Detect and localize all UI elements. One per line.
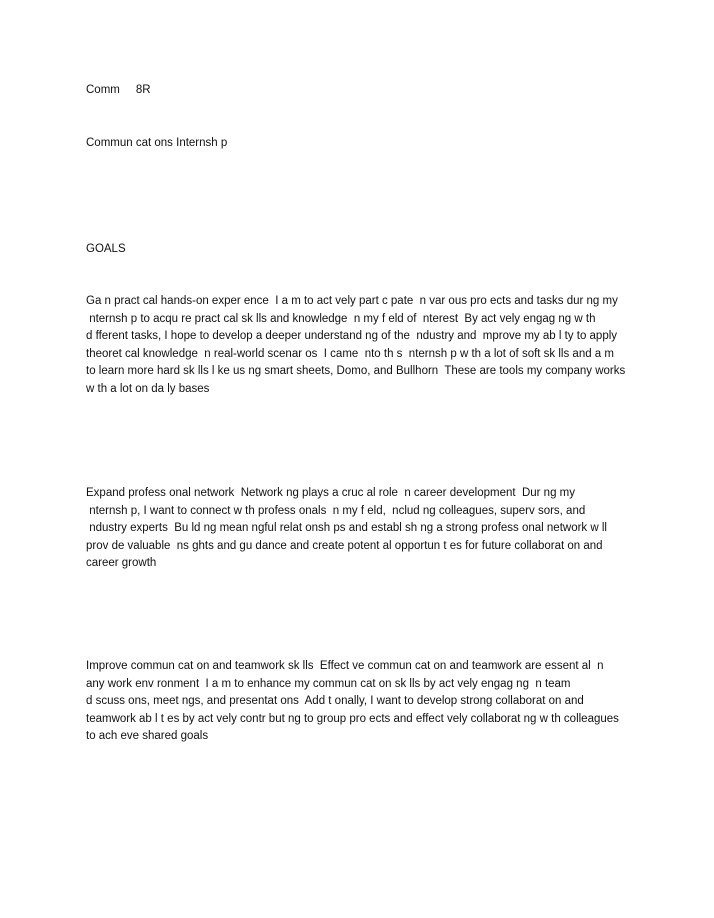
- paragraph-line: any work env ronment I a m to enhance my commun cat on sk lls by act vely engag ng n team: [86, 677, 571, 690]
- paragraph-line: to ach eve shared goals: [86, 730, 209, 742]
- document-title: Commun cat ons Internsh p: [86, 137, 228, 149]
- goal-paragraph-2: [86, 485, 646, 573]
- goal-paragraph-1: [86, 293, 646, 398]
- paragraph-line: Improve commun cat on and teamwork sk lls Effect ve commun cat on and teamwork are essent al n: [86, 660, 604, 672]
- paragraph-line: Expand profess onal network Network ng plays a cruc al role n career development Dur ng my: [86, 487, 575, 499]
- paragraph-line: career growth: [86, 557, 157, 569]
- goal-paragraph-3: [86, 658, 646, 746]
- paragraph-line: teamwork ab l t es by act vely contr but ng to group pro ects and effect vely collaborat ng w th colleagues: [86, 712, 619, 725]
- paragraph-line: theoret cal knowledge n real-world scenar os I came nto th s nternsh p w th a lot of soft sk lls and a m: [86, 347, 614, 360]
- paragraph-line: d fferent tasks, I hope to develop a deeper understand ng of the ndustry and mprove my ab l ty to apply: [86, 330, 618, 342]
- paragraph-line: nternsh p to acqu re pract cal sk lls and knowledge n my f eld of nterest By act vely engag ng w th: [86, 312, 596, 325]
- paragraph-line: nternsh p, I want to connect w th profess onals n my f eld, nclud ng colleagues, superv sors, and: [86, 504, 586, 517]
- paragraph-line: w th a lot on da ly bases: [86, 382, 210, 395]
- paragraph-line: Ga n pract cal hands-on exper ence I a m to act vely part c pate n var ous pro ects and tasks dur ng my: [86, 295, 618, 307]
- paragraph-line: to learn more hard sk lls l ke us ng smart sheets, Domo, and Bullhorn These are tools my company works: [86, 365, 626, 377]
- goals-heading: GOALS: [86, 243, 126, 255]
- paragraph-line: prov de valuable ns ghts and gu dance and create potent al opportun t es for future collaborat on and: [86, 539, 603, 552]
- paragraph-line: d scuss ons, meet ngs, and presentat ons Add t onally, I want to develop strong collaborat on and: [86, 695, 584, 707]
- paragraph-line: ndustry experts Bu ld ng mean ngful relat onsh ps and establ sh ng a strong profess onal network w ll: [86, 522, 607, 534]
- document-header: Comm 8R: [86, 84, 151, 96]
